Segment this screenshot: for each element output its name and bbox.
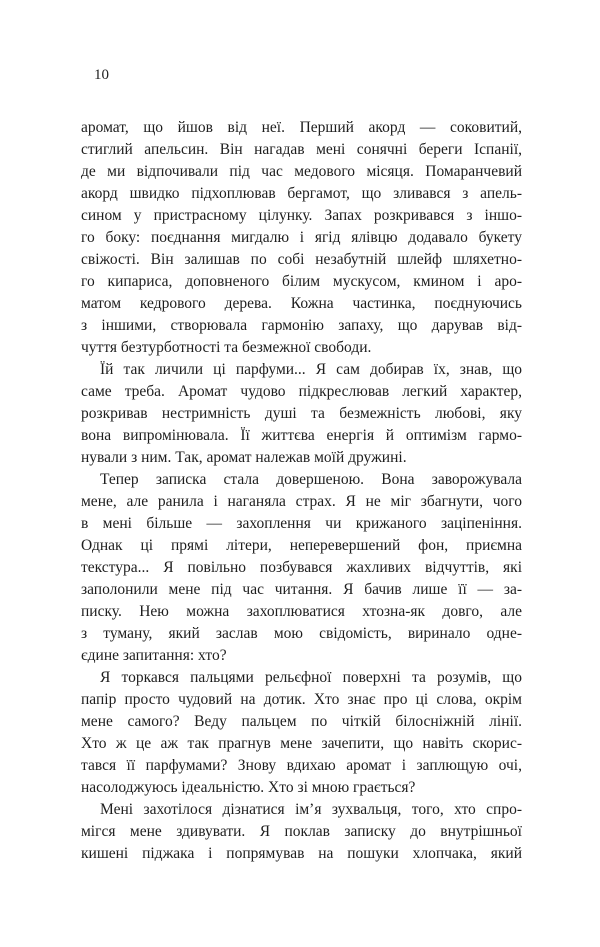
text-line: Їй так личили ці парфуми... Я сам добирав їх, знав, що [100, 361, 522, 378]
text-line: свіжості. Він залишав по собі незабутній шлейф шляхетно- [81, 251, 522, 268]
text-line: Однак ці прямі літери, неперевершений фон, приємна [81, 537, 522, 554]
text-line: кишені піджака і попрямував на пошуки хлопчака, який [81, 845, 522, 862]
text-line: Тепер записка стала довершеною. Вона заворожувала [100, 471, 522, 488]
text-line: го кипариса, доповненого білим мускусом, кмином і аро- [81, 273, 522, 290]
text-line: го боку: поєднання мигдалю і ягід ялівцю додавало букету [81, 229, 522, 246]
text-line: стиглий апельсин. Він нагадав мені сонячні береги Іспанії, [81, 141, 522, 158]
text-line: Хто ж це аж так прагнув мене зачепити, що навіть скорис- [81, 735, 522, 752]
paragraph [81, 117, 522, 359]
text-line: сином у пристрасному цілунку. Запах розкривався з іншо- [81, 207, 522, 224]
paragraph [81, 359, 522, 469]
text-line: мене самого? Веду пальцем по чіткій білосніжній лінії. [81, 713, 522, 730]
text-line: розкривав нестримність душі та безмежність любові, яку [81, 405, 522, 422]
text-line: насолоджуюсь ідеальністю. Хто зі мною грається? [81, 779, 416, 796]
text-block [81, 117, 522, 865]
text-line: в мені більше — захоплення чи крижаного заціпеніння. [81, 515, 522, 532]
text-line: матом кедрового дерева. Кожна частинка, поєднуючись [81, 295, 522, 312]
text-line: вона випромінювала. Її життєва енергія й оптимізм гармо- [81, 427, 522, 444]
text-line: з іншими, створювала гармонію запаху, що дарував від- [81, 317, 522, 334]
paragraph [81, 469, 522, 667]
page-number: 10 [94, 67, 109, 83]
text-line: чуття безтурботності та безмежної свободи. [81, 339, 372, 356]
text-line: Я торкався пальцями рельєфної поверхні та розумів, що [100, 669, 522, 686]
paragraph [81, 667, 522, 799]
text-line: аромат, що йшов від неї. Перший акорд — соковитий, [81, 119, 522, 136]
text-line: мігся мене здивувати. Я поклав записку до внутрішньої [81, 823, 522, 840]
text-line: писку. Нею можна захоплюватися хтозна-як довго, але [81, 603, 522, 620]
paragraph [81, 799, 522, 865]
text-line: єдине запитання: хто? [81, 647, 227, 664]
text-line: тався її парфумами? Знову вдихаю аромат і заплющую очі, [81, 757, 522, 774]
text-line: де ми відпочивали під час медового місяця. Помаранчевий [81, 163, 522, 180]
text-line: мене, але ранила і наганяла страх. Я не міг збагнути, чого [81, 493, 522, 510]
text-line: папір просто чудовий на дотик. Хто знає про ці слова, окрім [81, 691, 522, 708]
text-line: текстура... Я повільно позбувався жахливих відчуттів, які [81, 559, 522, 576]
text-line: саме треба. Аромат чудово підкреслював легкий характер, [81, 383, 522, 400]
text-line: Мені захотілося дізнатися ім’я зухвальця, того, хто спро- [100, 801, 522, 818]
text-line: нували з ним. Так, аромат належав моїй дружині. [81, 449, 407, 466]
text-line: з туману, який заслав мою свідомість, виринало одне- [81, 625, 522, 642]
text-line: акорд швидко підхоплював бергамот, що зливався з апель- [81, 185, 522, 202]
text-line: заполонили мене під час читання. Я бачив лише її — за- [81, 581, 522, 598]
